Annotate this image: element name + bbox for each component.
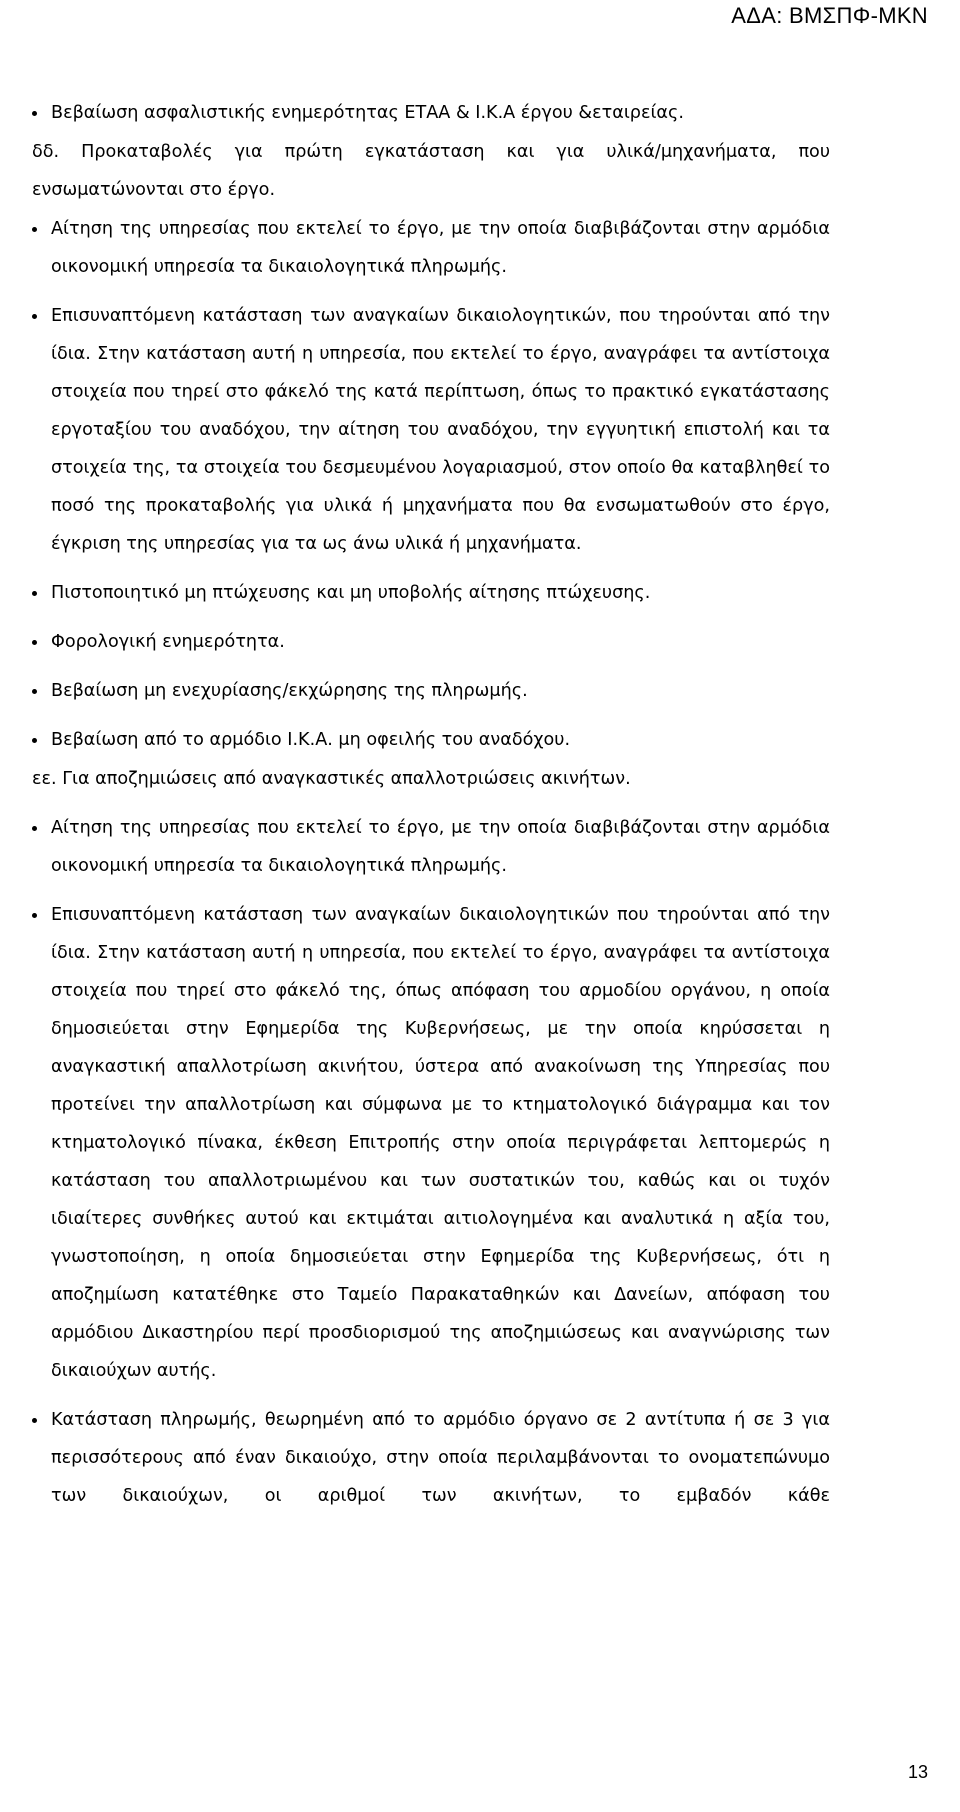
section-heading-ee: εε. Για αποζημιώσεις από αναγκαστικές απαλλοτριώσεις ακινήτων. bbox=[32, 769, 631, 789]
list-item: Αίτηση της υπηρεσίας που εκτελεί το έργο, με την οποία διαβιβάζονται στην αρμόδια οικονομική υπηρεσία τα δικαιολογητικά πληρωμής. bbox=[32, 809, 830, 885]
list-item: Επισυναπτόμενη κατάσταση των αναγκαίων δικαιολογητικών, που τηρούνται από την ίδια. Στην κατάσταση αυτή η υπηρεσία, που εκτελεί το έργο, αναγράφει τα αντίστοιχα στοιχεία που τηρεί στο φάκελό της κατά περίπτωση, όπως το πρακτικό εγκατάστασης εργοταξίου του αναδόχου, την αίτηση του αναδόχου, την εγγυητική επιστολή και τα στοιχεία της, τα στοιχεία του δεσμευμένου λογαριασμού, στον οποίο θα καταβληθεί το ποσό της προκαταβολής για υλικά ή μηχανήματα που θα ενσωματωθούν στο έργο, έγκριση της υπηρεσίας για τα ως άνω υλικά ή μηχανήματα. bbox=[32, 297, 830, 563]
list-item: Κατάσταση πληρωμής, θεωρημένη από το αρμόδιο όργανο σε 2 αντίτυπα ή σε 3 για περισσότερους από έναν δικαιούχο, στην οποία περιλαμβάνονται το ονοματεπώνυμο των δικαιούχων, οι αριθμοί των ακινήτων, το εμβαδόν κάθε bbox=[32, 1401, 830, 1515]
section-heading-dd: δδ. Προκαταβολές για πρώτη εγκατάσταση και για υλικά/μηχανήματα, που ενσωματώνονται στο έργο. bbox=[32, 142, 830, 200]
list-item: Αίτηση της υπηρεσίας που εκτελεί το έργο, με την οποία διαβιβάζονται στην αρμόδια οικονομική υπηρεσία τα δικαιολογητικά πληρωμής. bbox=[32, 210, 830, 286]
page-number: 13 bbox=[907, 1762, 928, 1782]
document-id-header: ΑΔΑ: ΒΜΣΠΦ-ΜΚΝ bbox=[731, 3, 928, 28]
list-item: Επισυναπτόμενη κατάσταση των αναγκαίων δικαιολογητικών που τηρούνται από την ίδια. Στην κατάσταση αυτή η υπηρεσία, που εκτελεί το έργο, αναγράφει τα αντίστοιχα στοιχεία που τηρεί στο φάκελό της, όπως απόφαση του αρμοδίου οργάνου, η οποία δημοσιεύεται στην Εφημερίδα της Κυβερνήσεως, με την οποία κηρύσσεται η αναγκαστική απαλλοτρίωση ακινήτου, ύστερα από ανακοίνωση της Υπηρεσίας που προτείνει την απαλλοτρίωση και σύμφωνα με το κτηματολογικό διάγραμμα και τον κτηματολογικό πίνακα, έκθεση Επιτροπής στην οποία περιγράφεται λεπτομερώς η κατάσταση του απαλλοτριωμένου και των συστατικών του, καθώς και οι τυχόν ιδιαίτερες συνθήκες αυτού και εκτιμάται αιτιολογημένα και αναλυτικά η αξία του, γνωστοποίηση, η οποία δημοσιεύεται στην Εφημερίδα της Κυβερνήσεως, ότι η αποζημίωση κατατέθηκε στο Ταμείο Παρακαταθηκών και Δανείων, απόφαση του αρμόδιου Δικαστηρίου περί προσδιορισμού της αποζημιώσεως και αναγνώρισης των δικαιούχων αυτής. bbox=[32, 896, 830, 1390]
list-item: Βεβαίωση ασφαλιστικής ενημερότητας ΕΤΑΑ & Ι.Κ.Α έργου &εταιρείας. bbox=[32, 94, 830, 132]
document-body bbox=[32, 94, 830, 1526]
list-item: Βεβαίωση μη ενεχυρίασης/εκχώρησης της πληρωμής. bbox=[32, 672, 830, 710]
list-item: Φορολογική ενημερότητα. bbox=[32, 623, 830, 661]
list-item: Βεβαίωση από το αρμόδιο Ι.Κ.Α. μη οφειλής του αναδόχου. bbox=[32, 721, 830, 759]
list-item: Πιστοποιητικό μη πτώχευσης και μη υποβολής αίτησης πτώχευσης. bbox=[32, 574, 830, 612]
